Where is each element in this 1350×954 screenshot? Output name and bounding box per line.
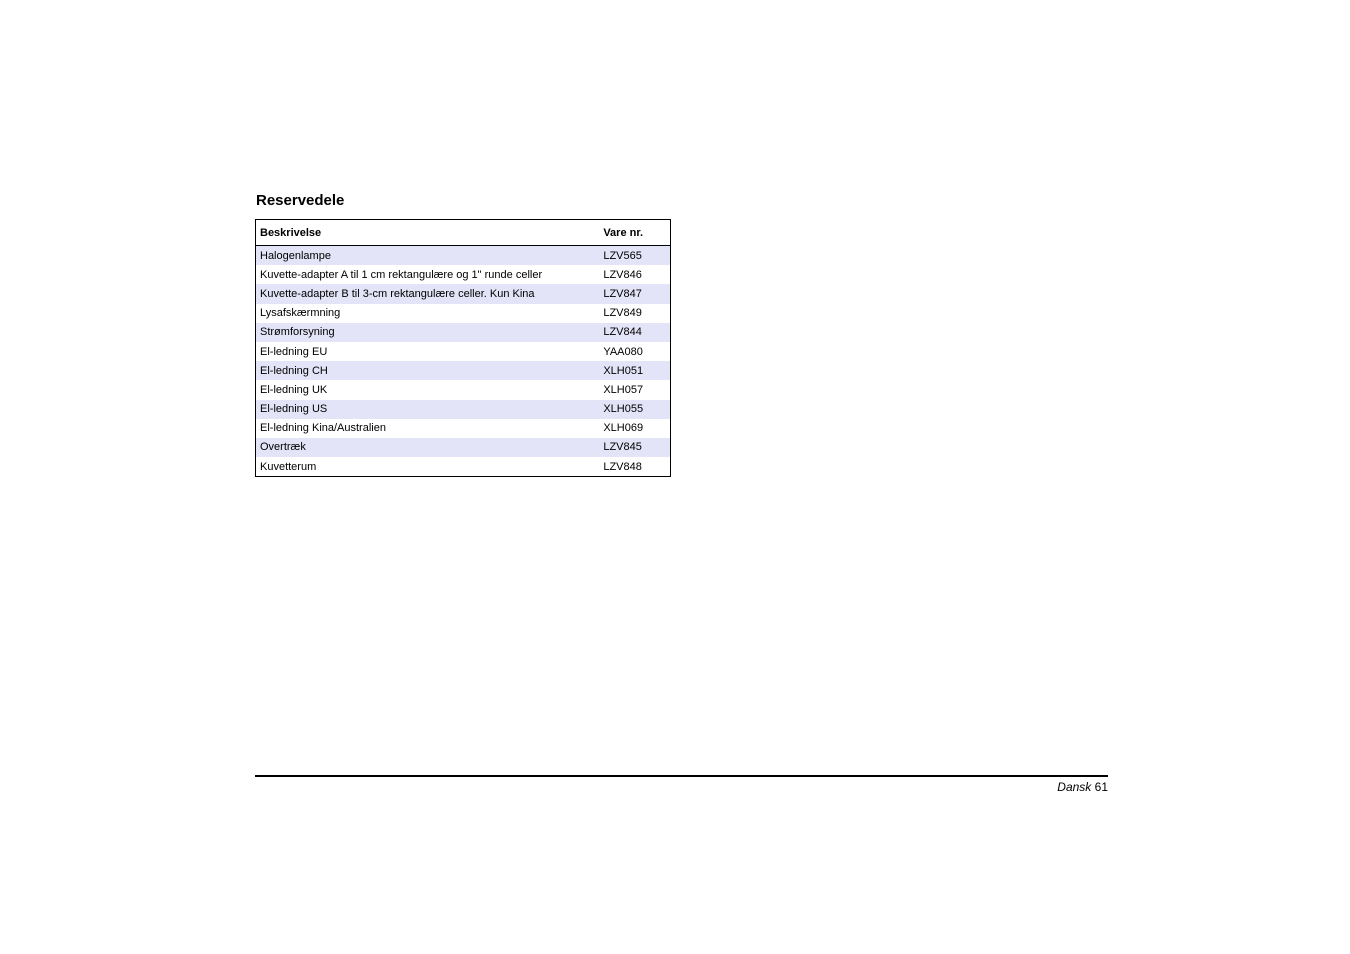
table-row bbox=[256, 361, 671, 380]
part-number: LZV848 bbox=[603, 460, 642, 473]
table-header-row bbox=[256, 220, 671, 246]
part-description: Lysafskærmning bbox=[260, 307, 341, 320]
table-row bbox=[256, 380, 671, 399]
part-description: El-ledning Kina/Australien bbox=[260, 422, 386, 435]
section-title: Reservedele bbox=[256, 192, 345, 209]
table-row bbox=[256, 246, 671, 266]
part-number: XLH051 bbox=[599, 361, 670, 380]
part-number: LZV849 bbox=[603, 307, 642, 320]
table-row bbox=[256, 304, 671, 323]
part-number: XLH069 bbox=[603, 422, 644, 435]
spare-parts-table bbox=[255, 219, 671, 477]
part-number: LZV846 bbox=[603, 268, 642, 281]
part-description: Kuvette-adapter A til 1 cm rektangulære og 1" runde celler bbox=[260, 268, 543, 281]
footer-language: Dansk bbox=[1057, 780, 1092, 794]
part-description: El-ledning EU bbox=[260, 345, 328, 358]
part-number: YAA080 bbox=[603, 345, 643, 358]
page-number: 61 bbox=[1094, 780, 1108, 794]
footer-divider bbox=[255, 775, 1108, 777]
table-row bbox=[256, 265, 671, 284]
part-description: Strømforsyning bbox=[256, 323, 600, 342]
table-row bbox=[256, 400, 671, 419]
part-number: LZV844 bbox=[599, 323, 670, 342]
column-header-description: Beskrivelse bbox=[256, 220, 600, 246]
table-row bbox=[256, 284, 671, 303]
table-row bbox=[256, 323, 671, 342]
part-description: Halogenlampe bbox=[256, 246, 600, 266]
table-row bbox=[256, 342, 671, 361]
part-description: El-ledning CH bbox=[256, 361, 600, 380]
part-number: XLH055 bbox=[599, 400, 670, 419]
part-description: Kuvette-adapter B til 3-cm rektangulære celler. Kun Kina bbox=[256, 284, 600, 303]
part-number: LZV847 bbox=[599, 284, 670, 303]
part-number: XLH057 bbox=[603, 383, 644, 396]
table-row bbox=[256, 419, 671, 438]
part-number: LZV565 bbox=[599, 246, 670, 266]
column-header-item-no: Vare nr. bbox=[599, 220, 670, 246]
table-row bbox=[256, 457, 671, 477]
page-footer bbox=[1057, 780, 1108, 795]
part-description: Overtræk bbox=[256, 438, 600, 457]
part-description: Kuvetterum bbox=[260, 460, 317, 473]
part-description: El-ledning US bbox=[256, 400, 600, 419]
table-row bbox=[256, 438, 671, 457]
part-number: LZV845 bbox=[599, 438, 670, 457]
part-description: El-ledning UK bbox=[260, 383, 328, 396]
